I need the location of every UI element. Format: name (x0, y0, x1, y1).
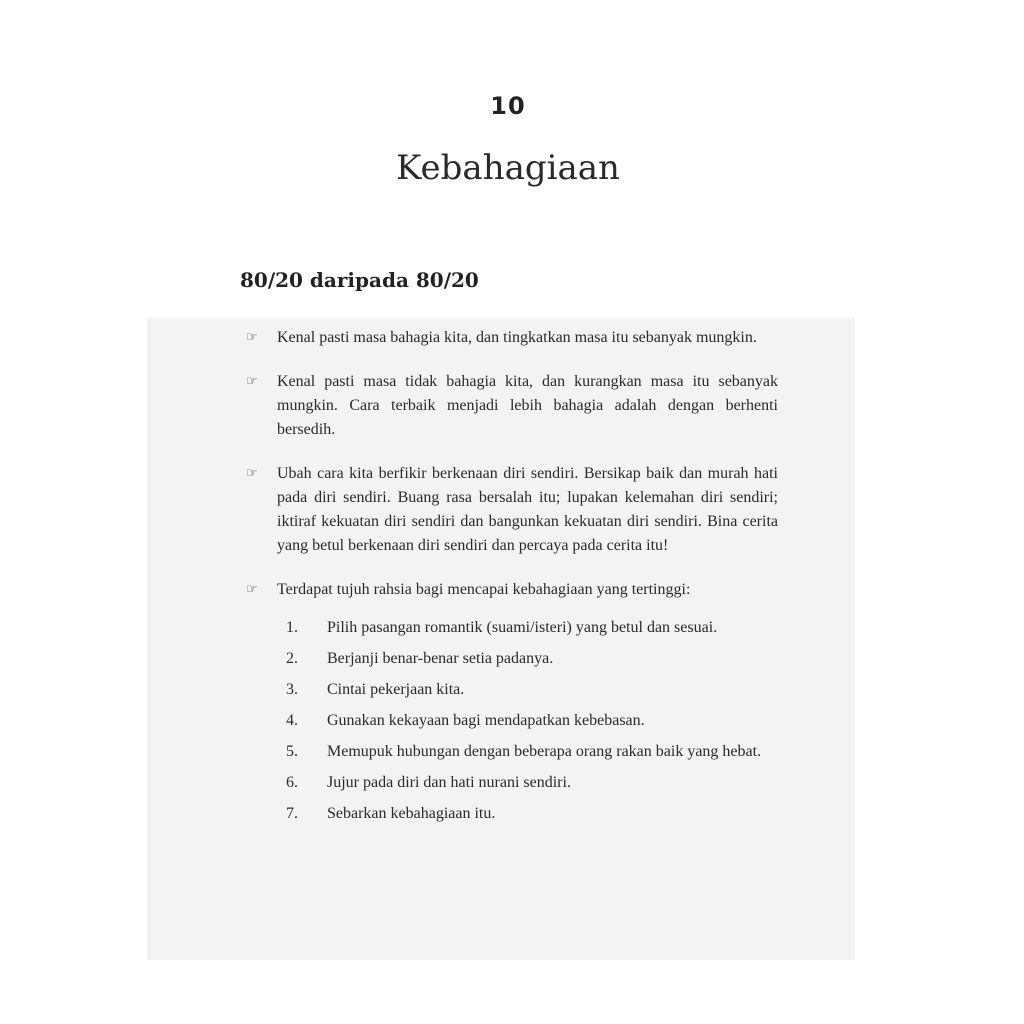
list-number: 3. (286, 681, 298, 698)
list-text: Sebarkan kebahagiaan itu. (327, 805, 496, 822)
chapter-number: 10 (490, 92, 526, 120)
bullet-text: Ubah cara kita berfikir berkenaan diri sendiri. Bersikap baik dan murah hati pada diri sendiri. Buang rasa bersalah itu; lupakan kelemahan diri sendiri; iktiraf kekuatan diri sendiri dan bangunkan kekuatan diri sendiri. Bina cerita yang betul berkenaan diri sendiri dan percaya pada cerita itu! (277, 465, 778, 554)
list-text: Pilih pasangan romantik (suami/isteri) yang betul dan sesuai. (327, 619, 718, 636)
pointing-hand-icon: ☞ (246, 330, 258, 345)
list-number: 7. (286, 805, 298, 822)
bullet-item (246, 326, 778, 350)
list-text: Cintai pekerjaan kita. (327, 681, 465, 698)
pointing-hand-icon: ☞ (246, 466, 258, 481)
list-number: 5. (286, 743, 298, 760)
list-item (277, 678, 778, 702)
list-text: Berjanji benar-benar setia padanya. (327, 650, 554, 667)
secrets-list (277, 616, 778, 826)
list-number: 6. (286, 774, 298, 791)
list-text: Memupuk hubungan dengan beberapa orang rakan baik yang hebat. (327, 743, 762, 760)
list-item (277, 771, 778, 795)
pointing-hand-icon: ☞ (246, 582, 258, 597)
bullet-item (246, 370, 778, 442)
section-heading: 80/20 daripada 80/20 (240, 268, 479, 292)
bullet-item (246, 578, 778, 826)
list-item (277, 802, 778, 826)
list-item (277, 740, 778, 764)
chapter-title: Kebahagiaan (396, 148, 620, 188)
pointing-hand-icon: ☞ (246, 374, 258, 389)
list-number: 2. (286, 650, 298, 667)
list-number: 1. (286, 619, 298, 636)
bullet-list (246, 326, 778, 846)
bullet-text: Terdapat tujuh rahsia bagi mencapai kebahagiaan yang tertinggi: (277, 581, 691, 598)
list-item (277, 616, 778, 640)
list-text: Jujur pada diri dan hati nurani sendiri. (327, 774, 571, 791)
bullet-item (246, 462, 778, 558)
list-item (277, 647, 778, 671)
bullet-text: Kenal pasti masa tidak bahagia kita, dan kurangkan masa itu sebanyak mungkin. Cara terbaik menjadi lebih bahagia adalah dengan berhenti bersedih. (277, 373, 778, 438)
list-text: Gunakan kekayaan bagi mendapatkan kebebasan. (327, 712, 645, 729)
list-number: 4. (286, 712, 298, 729)
list-item (277, 709, 778, 733)
bullet-text: Kenal pasti masa bahagia kita, dan tingkatkan masa itu sebanyak mungkin. (277, 329, 757, 346)
